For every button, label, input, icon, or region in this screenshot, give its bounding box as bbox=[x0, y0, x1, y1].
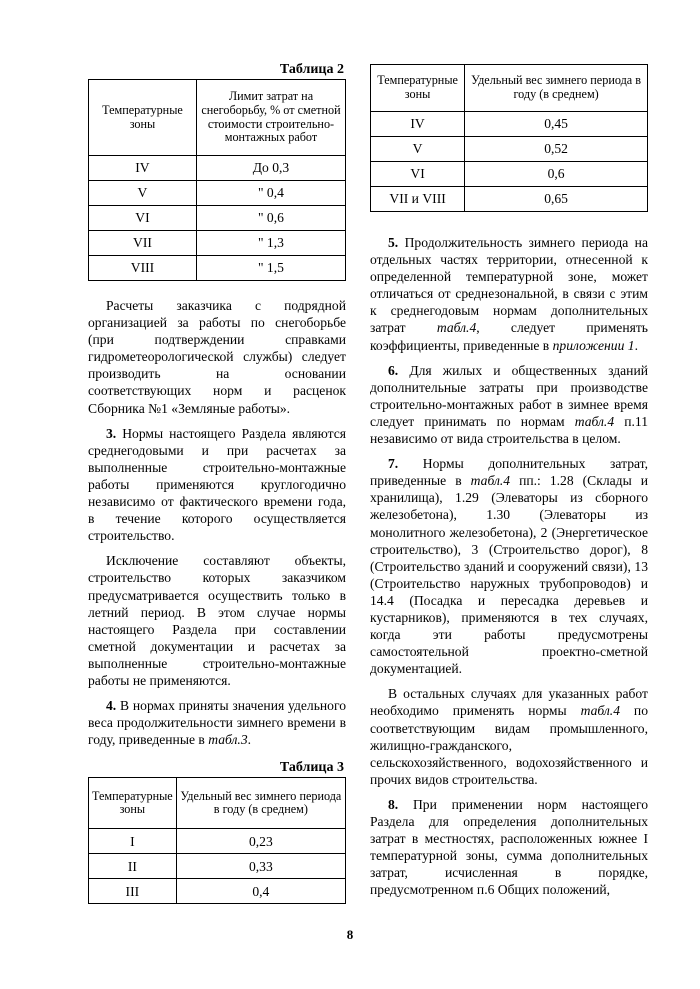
table2-value: До 0,3 bbox=[196, 156, 345, 181]
table-row bbox=[89, 206, 346, 231]
table3-continued bbox=[370, 64, 648, 212]
paragraph-exception: Исключение составляют объекты, строительство которых заказчиком предусматривается осуществить только в летний период. В этом случае нормы настоящего Раздела при составлении сметной документации и расчетах за выполненные строительно-монтажные работы не применяются. bbox=[88, 553, 346, 688]
table3-value: 0,23 bbox=[176, 829, 345, 854]
paragraph-8 bbox=[370, 796, 648, 899]
paragraph-5 bbox=[370, 234, 648, 354]
page-number: 8 bbox=[346, 927, 354, 942]
table2-header-limit: Лимит затрат на снегоборьбу, % от сметной стоимости строительно-монтажных работ bbox=[196, 80, 345, 156]
table3-zone: II bbox=[89, 854, 177, 879]
table3 bbox=[88, 777, 346, 904]
table-row bbox=[371, 112, 648, 137]
table2-zone: VIII bbox=[89, 256, 197, 281]
table3-value: 0,33 bbox=[176, 854, 345, 879]
paragraph-6 bbox=[370, 362, 648, 447]
table-row bbox=[89, 879, 346, 904]
table-reference: табл.3 bbox=[208, 732, 248, 748]
table3-cont-value: 0,52 bbox=[465, 137, 648, 162]
table3-cont-zone: VI bbox=[371, 162, 465, 187]
table3-cont-header-zones: Температурные зоны bbox=[371, 65, 465, 112]
paragraph-number: 3. bbox=[106, 425, 117, 441]
paragraph-calculations: Расчеты заказчика с подрядной организацией за работы по снегоборьбе (при подтверждении справками гидрометеорологической службы) следует производить на основании соответствующих норм и расценок Сборника №1 «Земляные работы». bbox=[88, 298, 346, 416]
table2-zone: VI bbox=[89, 206, 197, 231]
table-reference: табл.4 bbox=[470, 473, 511, 489]
table-reference: табл.4 bbox=[580, 703, 620, 719]
paragraph-text: п.11 независимо от вида строительства в целом. bbox=[370, 413, 648, 447]
paragraph-text: Нормы дополнительных затрат, приведенные в bbox=[370, 456, 648, 489]
table3-zone: I bbox=[89, 829, 177, 854]
table2-header-zones: Температурные зоны bbox=[89, 80, 197, 156]
paragraph-7 bbox=[370, 455, 648, 677]
paragraph-number: 5. bbox=[388, 235, 399, 250]
paragraph-text: В остальных случаях для указанных работ необходимо применять нормы bbox=[370, 686, 648, 719]
table2-zone: VII bbox=[89, 231, 197, 256]
paragraph-end: . bbox=[634, 337, 638, 353]
paragraph-other-cases bbox=[370, 685, 648, 788]
table-row bbox=[89, 829, 346, 854]
paragraph-number: 7. bbox=[388, 456, 399, 472]
table-row bbox=[89, 156, 346, 181]
table2-caption: Таблица 2 bbox=[279, 62, 344, 77]
paragraph-text: пп.: 1.28 (Склады и хранилища), 1.29 (Элеваторы из сборного железобетона), 1.30 (Элеваторы из монолитного железобетона), 2 (Энергетическое строительство), 3 (Строительство дорог), 8 (Строительство зданий и сооружений связи), 13 (Строительство наружных трубопроводов) и 14.4 (Посадка и пересадка деревьев и кустарников), применяются в тех случаях, когда эти работы предусмотрены самостоятельной проектно-сметной документацией. bbox=[370, 473, 649, 677]
table2-value: " 1,3 bbox=[196, 231, 345, 256]
table2-value: " 0,4 bbox=[196, 181, 345, 206]
table3-cont-value: 0,6 bbox=[465, 162, 648, 187]
table3-cont-zone: V bbox=[371, 137, 465, 162]
table-reference: табл.4 bbox=[574, 413, 615, 429]
table3-value: 0,4 bbox=[176, 879, 345, 904]
table-row bbox=[371, 162, 648, 187]
appendix-reference: приложении 1 bbox=[552, 337, 635, 353]
paragraph-number: 4. bbox=[106, 698, 117, 714]
table3-cont-value: 0,45 bbox=[465, 112, 648, 137]
paragraph-text: по соответствующим видам промышленного, жилищно-гражданского, сельскохозяйственного, водохозяйственного и прочих видов строительства. bbox=[370, 703, 648, 787]
paragraph-text: Для жилых и общественных зданий дополнительные затраты при производстве строительно-монтажных работ в зимнее время следует принимать по нормам bbox=[370, 362, 648, 429]
table3-caption: Таблица 3 bbox=[279, 760, 344, 776]
table-reference: табл.4 bbox=[436, 320, 477, 336]
paragraph-text: Продолжительность зимнего периода на отдельных частях территории, отнесенной к определенной температурной зоне, может отличаться от среднезональной, в связи с этим к среднегодовым нормам дополнительных затрат bbox=[370, 235, 648, 336]
paragraph-text: Нормы настоящего Раздела являются среднегодовыми и при расчетах за выполненные строительно-монтажные работы применяются круглогодично независимо от фактического времени года, в течение которого осуществляется строительство. bbox=[88, 425, 346, 544]
paragraph-4 bbox=[88, 697, 346, 748]
table3-cont-header-share: Удельный вес зимнего периода в году (в среднем) bbox=[465, 65, 648, 112]
table3-header-zones: Температурные зоны bbox=[89, 778, 177, 829]
table3-cont-zone: VII и VIII bbox=[371, 187, 465, 212]
table3-zone: III bbox=[89, 879, 177, 904]
table-row bbox=[89, 231, 346, 256]
table3-cont-zone: IV bbox=[371, 112, 465, 137]
paragraph-number: 6. bbox=[388, 362, 399, 378]
paragraph-3 bbox=[88, 425, 346, 545]
left-column bbox=[88, 62, 346, 904]
table2-value: " 1,5 bbox=[196, 256, 345, 281]
table-row bbox=[371, 137, 648, 162]
table2 bbox=[88, 79, 346, 281]
table-row bbox=[89, 181, 346, 206]
paragraph-text: , следует применять коэффициенты, приведенные в bbox=[370, 320, 648, 353]
paragraph-text: При применении норм настоящего Раздела для определения дополнительных затрат в местностях, расположенных южнее I температурной зоны, сумма дополнительных затрат, исчисленная в порядке, предусмотренном п.6 Общих положений, bbox=[370, 796, 648, 898]
table-row bbox=[89, 854, 346, 879]
table2-zone: V bbox=[89, 181, 197, 206]
table3-header-share: Удельный вес зимнего периода в году (в среднем) bbox=[176, 778, 345, 829]
paragraph-end: . bbox=[247, 732, 252, 748]
right-column bbox=[370, 64, 648, 898]
paragraph-number: 8. bbox=[388, 796, 399, 812]
paragraph-text: В нормах приняты значения удельного веса продолжительности зимнего времени в году, приведенные в bbox=[88, 698, 346, 748]
table2-zone: IV bbox=[89, 156, 197, 181]
table2-value: " 0,6 bbox=[196, 206, 345, 231]
table-row bbox=[371, 187, 648, 212]
table-row bbox=[89, 256, 346, 281]
table3-cont-value: 0,65 bbox=[465, 187, 648, 212]
